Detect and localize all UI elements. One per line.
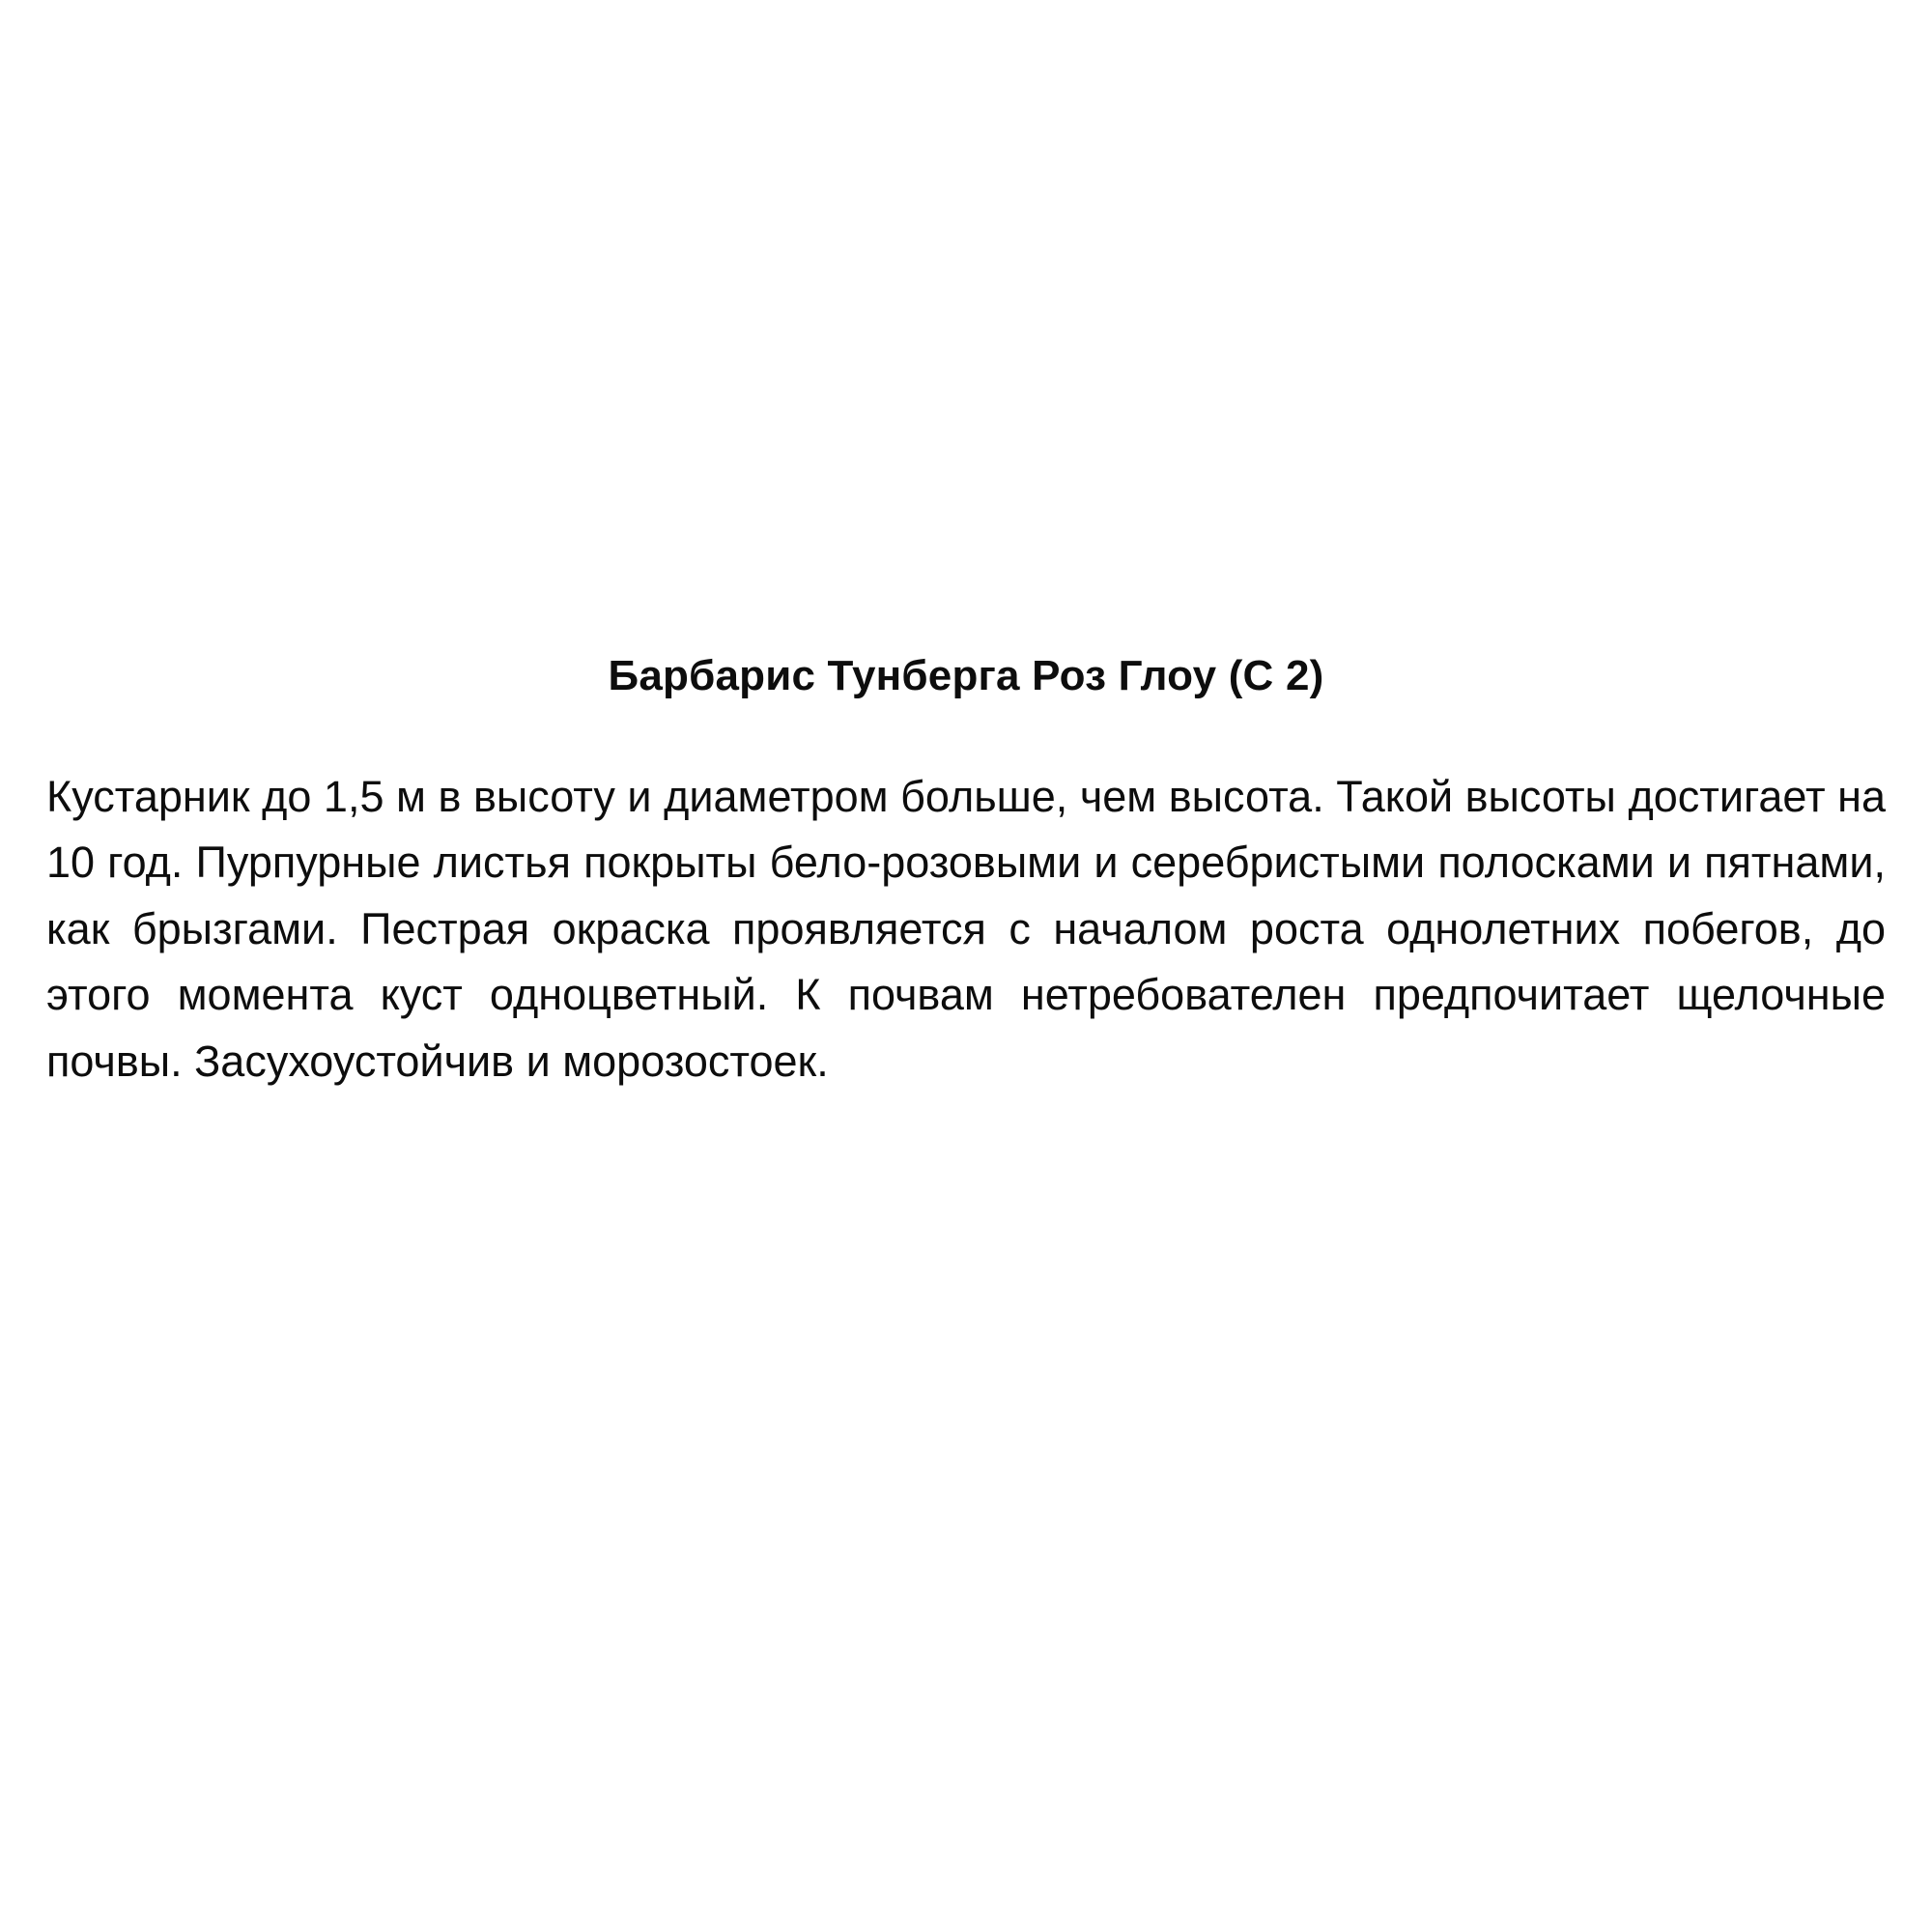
document-content <box>46 649 1886 1094</box>
body-paragraph: Кустарник до 1,5 м в высоту и диаметром больше, чем высота. Такой высоты достигает на 10 год. Пурпурные листья покрыты бело-розовыми и серебристыми полосками и пятнами, как брызгами. Пестрая окраска проявляется с началом роста однолетних побегов, до этого момента куст одноцветный. К почвам нетребователен предпочитает щелочные почвы. Засухоустойчив и морозостоек. <box>46 772 1886 1086</box>
page-title: Барбарис Тунберга Роз Глоу (С 2) <box>608 652 1324 699</box>
